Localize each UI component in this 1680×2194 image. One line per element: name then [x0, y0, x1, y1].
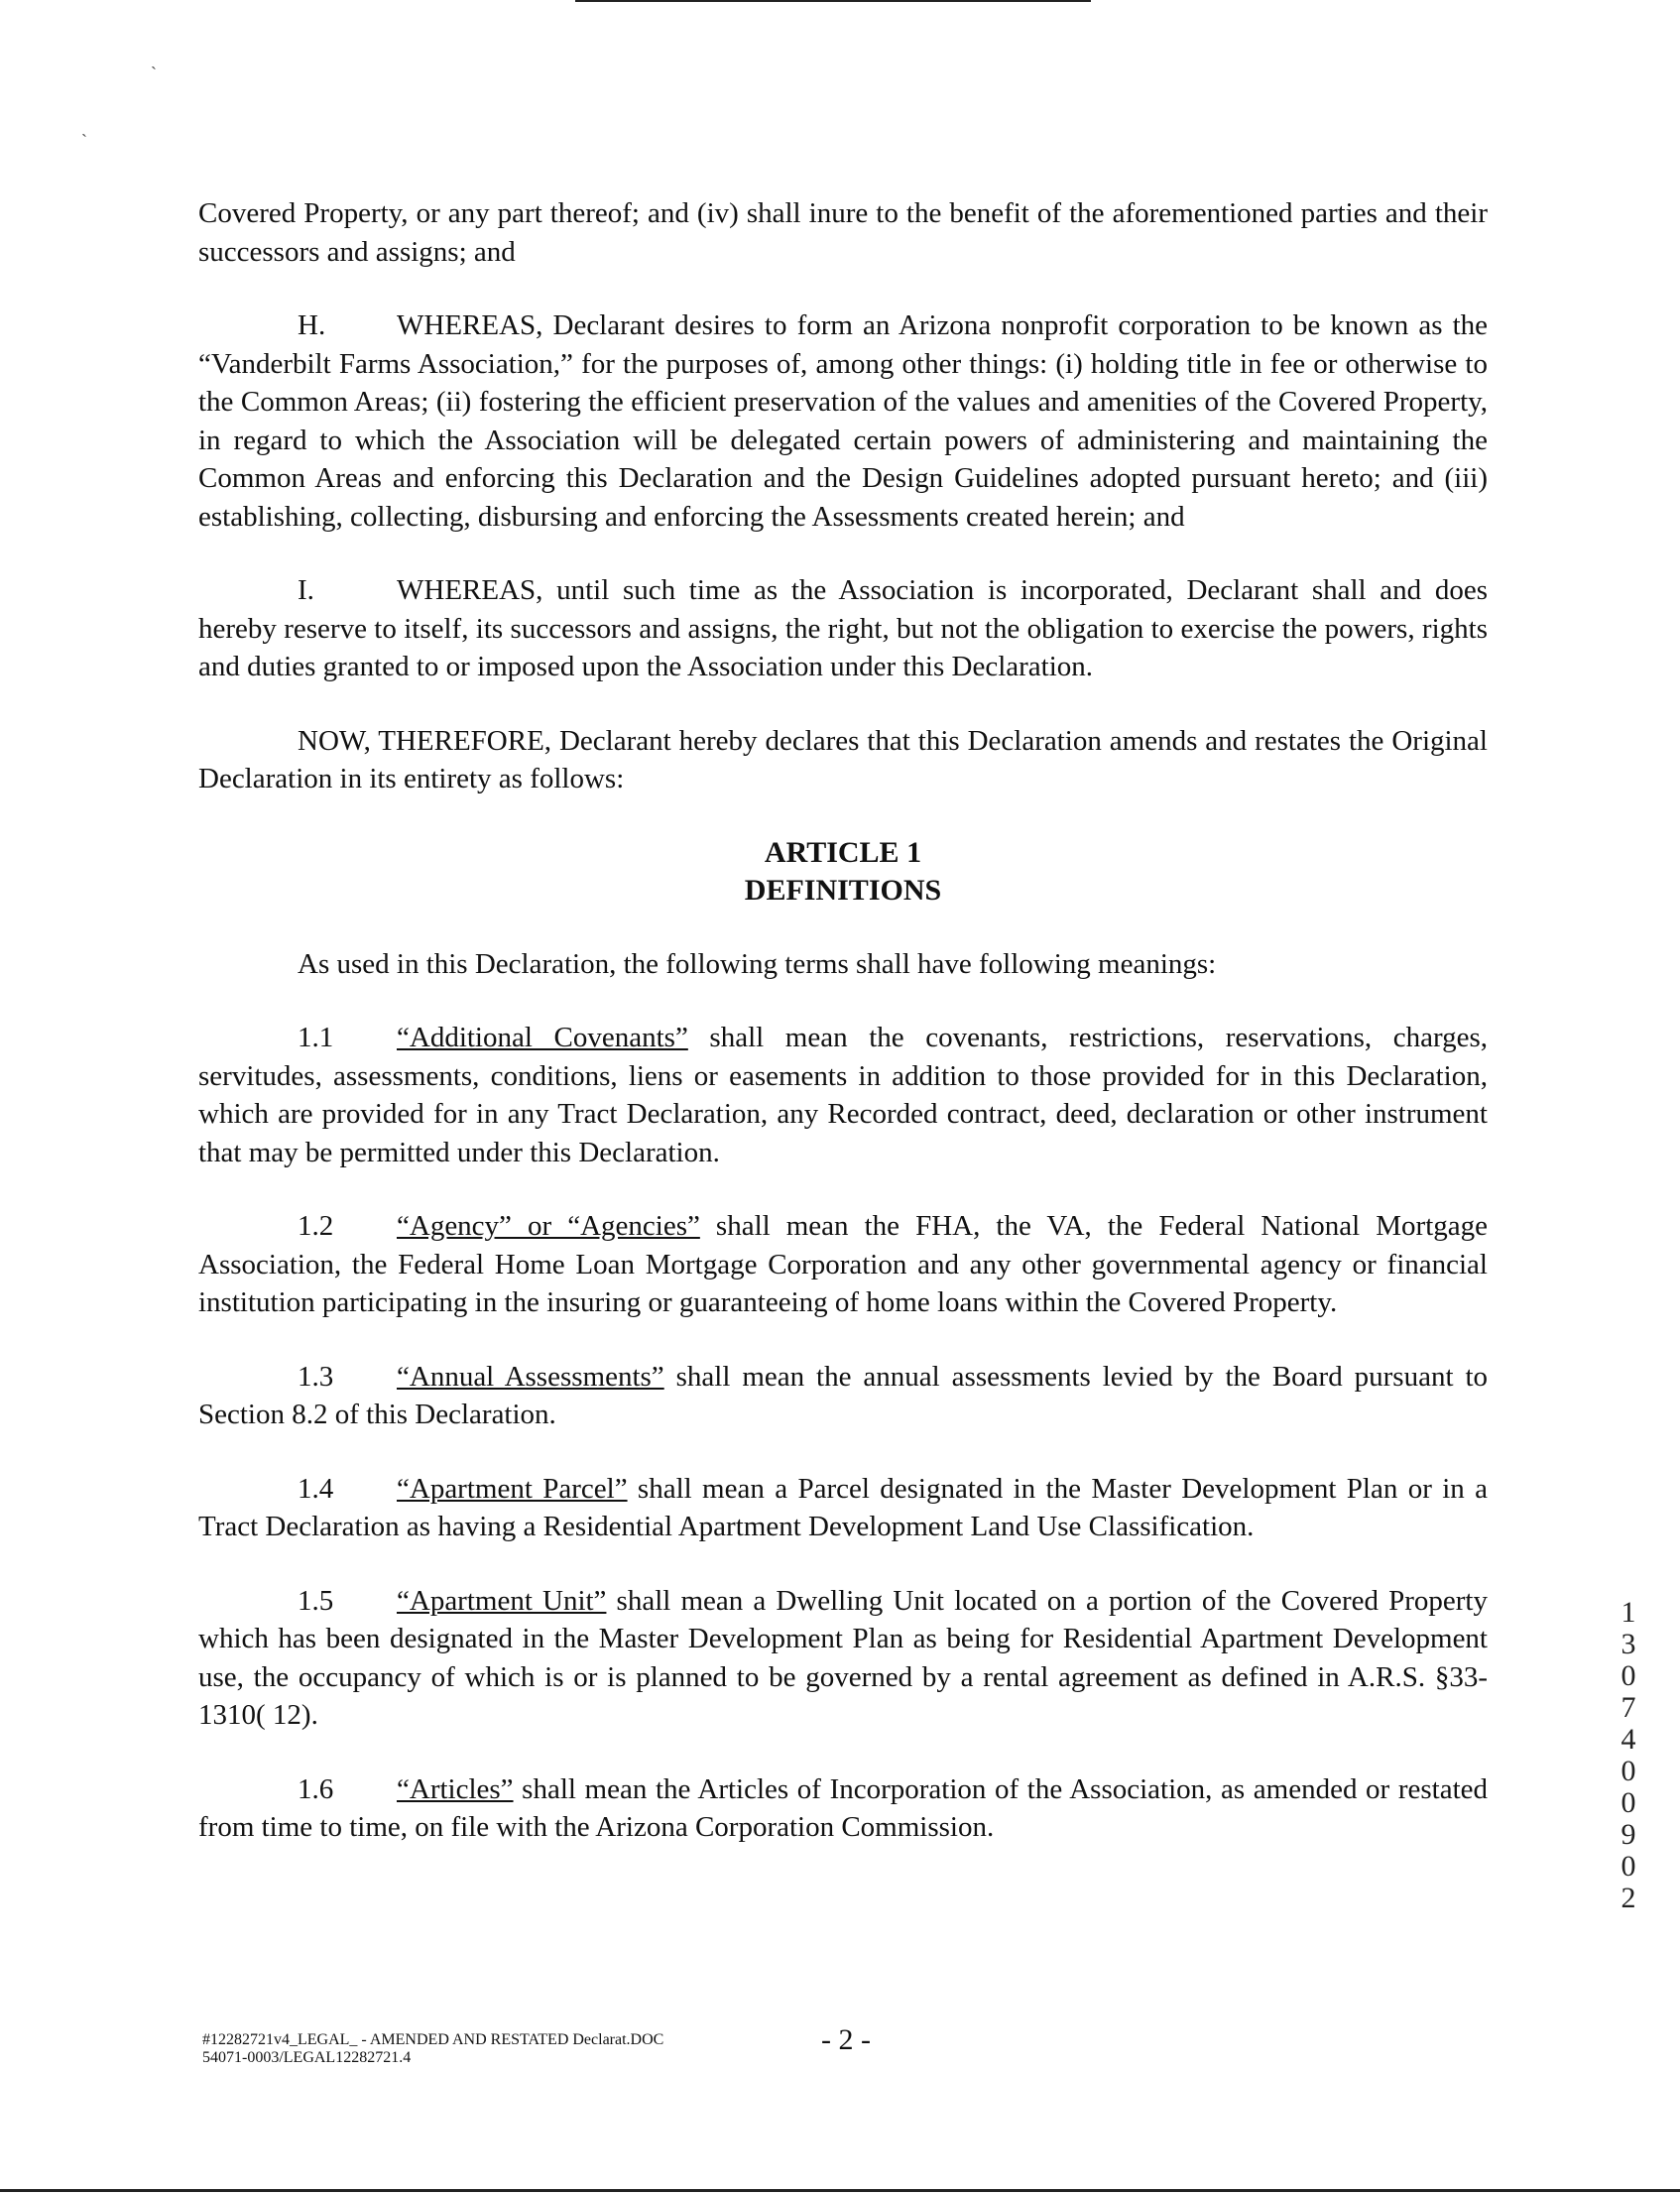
footer-doc-line1: #12282721v4_LEGAL_ - AMENDED AND RESTATED Declarat.DOC	[202, 2031, 664, 2048]
recital-h-text: WHEREAS, Declarant desires to form an Arizona nonprofit corporation to be known as the “Vanderbilt Farms Association,” for the purposes of, among other things: (i) holding title in fee or otherwise to the Common Areas; (ii) fostering the efficient preservation of the values and amenities of the Covered Property, in regard to which the Association will be delegated certain powers of administering and maintaining the Common Areas and enforcing this Declaration and the Design Guidelines adopted pursuant hereto; and (iii) establishing, collecting, disbursing and enforcing the Assessments created herein; and	[198, 309, 1488, 533]
definition-term: “Agency” or “Agencies”	[397, 1210, 700, 1242]
recital-h-number: H.	[298, 309, 326, 341]
definition-term: “Apartment Parcel”	[397, 1472, 628, 1505]
definition-text: shall mean the Articles of Incorporation of the Association, as amended or restated from time to time, on file with the Arizona Corporation Commission.	[198, 1772, 1488, 1843]
definition-number: 1.6	[298, 1772, 334, 1805]
now-therefore-paragraph: NOW, THEREFORE, Declarant hereby declares that this Declaration amends and restates the Original Declaration in its entirety as follows:	[198, 724, 1488, 794]
definition-text: shall mean a Parcel designated in the Master Development Plan or in a Tract Declaration as having a Residential Apartment Development Land Use Classification.	[198, 1472, 1488, 1542]
page-number: - 2 -	[821, 2023, 871, 2056]
top-scan-rule	[575, 0, 1091, 2]
definition-number: 1.1	[298, 1022, 334, 1053]
definition-text: shall mean the covenants, restrictions, reservations, charges, servitudes, assessments, conditions, liens or easements in addition to those provided for in this Declaration, which are provided for in any Tract Declaration, any Recorded contract, deed, declaration or other instrument that may be permitted under this Declaration.	[198, 1022, 1489, 1168]
footer-doc-line2: 54071-0003/LEGAL12282721.4	[202, 2049, 412, 2066]
definitions-intro: As used in this Declaration, the following terms shall have following meanings:	[298, 947, 1217, 980]
recital-i-number: I.	[298, 574, 314, 606]
definition-text: shall mean the annual assessments levied by the Board pursuant to Section 8.2 of this Declaration.	[198, 1360, 1489, 1430]
footer-doc-id	[202, 2031, 663, 2067]
recital-i-text: WHEREAS, until such time as the Association is incorporated, Declarant shall and does hereby reserve to itself, its successors and assigns, the right, but not the obligation to exercise the powers, rights and duties granted to or imposed upon the Association under this Declaration.	[198, 574, 1488, 682]
scan-speck: `	[81, 131, 87, 151]
definition-number: 1.2	[298, 1210, 334, 1242]
definition-number: 1.4	[298, 1472, 334, 1505]
article-subtitle: DEFINITIONS	[744, 873, 942, 907]
definition-item	[198, 1358, 1488, 1434]
bottom-scan-rule	[0, 2189, 1680, 2192]
definition-term: “Annual Assessments”	[397, 1360, 664, 1393]
definition-number: 1.3	[298, 1360, 334, 1393]
definition-term: “Apartment Unit”	[397, 1584, 607, 1617]
recital-h	[198, 306, 1488, 536]
article-title: ARTICLE 1	[764, 835, 922, 869]
definition-term: “Additional Covenants”	[397, 1022, 688, 1053]
definition-number: 1.5	[298, 1584, 334, 1617]
definition-text: shall mean the FHA, the VA, the Federal National Mortgage Association, the Federal Home Loan Mortgage Corporation and any other governmental agency or financial institution participating in the insuring or guaranteeing of home loans within the Covered Property.	[198, 1210, 1488, 1318]
recital-i	[198, 571, 1488, 686]
definition-item	[198, 1470, 1488, 1546]
scan-speck: `	[151, 63, 157, 83]
definition-item	[198, 1019, 1488, 1171]
definition-item	[198, 1582, 1488, 1735]
definition-term: “Articles”	[397, 1772, 514, 1805]
definition-text: shall mean a Dwelling Unit located on a portion of the Covered Property which has been designated in the Master Development Plan as being for Residential Apartment Development use, the occupancy of which is or is planned to be governed by a rental agreement as defined in A.R.S. §33-1310( 12).	[198, 1584, 1488, 1731]
definition-item	[198, 1207, 1488, 1322]
document-body	[198, 194, 1488, 1883]
article-heading	[198, 834, 1488, 910]
recording-stamp-number: 1307400902	[1620, 1596, 1636, 1914]
definition-item	[198, 1770, 1488, 1847]
paragraph-continuation: Covered Property, or any part thereof; and (iv) shall inure to the benefit of the aforementioned parties and their successors and assigns; and	[198, 197, 1488, 268]
